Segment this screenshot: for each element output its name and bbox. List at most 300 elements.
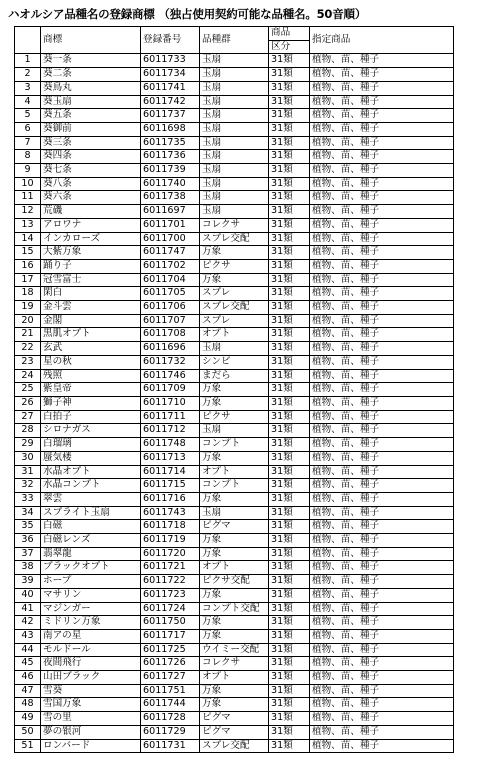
cell-group: 玉扇 bbox=[200, 191, 269, 205]
cell-class: 31類 bbox=[269, 616, 310, 630]
cell-number: 22 bbox=[15, 342, 41, 356]
table-row bbox=[15, 438, 454, 452]
table-row bbox=[15, 150, 454, 164]
header-mark: 商標 bbox=[41, 27, 141, 54]
cell-goods: 植物、苗、種子 bbox=[310, 684, 454, 698]
cell-goods: 植物、苗、種子 bbox=[310, 657, 454, 671]
cell-group: まだら bbox=[200, 369, 269, 383]
cell-mark: 葵二条 bbox=[41, 68, 141, 82]
cell-group: ピクサ bbox=[200, 410, 269, 424]
table-row bbox=[15, 136, 454, 150]
cell-goods: 植物、苗、種子 bbox=[310, 109, 454, 123]
cell-class: 31類 bbox=[269, 328, 310, 342]
cell-mark: 蜃気楼 bbox=[41, 451, 141, 465]
cell-mark: モルドール bbox=[41, 643, 141, 657]
cell-class: 31類 bbox=[269, 205, 310, 219]
cell-number: 30 bbox=[15, 451, 41, 465]
table-row bbox=[15, 205, 454, 219]
cell-number: 19 bbox=[15, 301, 41, 315]
table-row bbox=[15, 712, 454, 726]
table-row bbox=[15, 671, 454, 685]
cell-class: 31類 bbox=[269, 218, 310, 232]
cell-mark: 雪葵 bbox=[41, 684, 141, 698]
cell-number: 9 bbox=[15, 164, 41, 178]
cell-reg-no: 6011719 bbox=[141, 534, 200, 548]
table-row bbox=[15, 657, 454, 671]
cell-number: 12 bbox=[15, 205, 41, 219]
cell-class: 31類 bbox=[269, 657, 310, 671]
cell-reg-no: 6011727 bbox=[141, 671, 200, 685]
cell-class: 31類 bbox=[269, 191, 310, 205]
cell-mark: 大紫万象 bbox=[41, 246, 141, 260]
table-row bbox=[15, 287, 454, 301]
cell-group: ピグマ bbox=[200, 520, 269, 534]
cell-number: 2 bbox=[15, 68, 41, 82]
table-row bbox=[15, 739, 454, 753]
cell-goods: 植物、苗、種子 bbox=[310, 177, 454, 191]
header-group: 品種群 bbox=[200, 27, 269, 54]
cell-class: 31類 bbox=[269, 438, 310, 452]
cell-reg-no: 6011742 bbox=[141, 95, 200, 109]
cell-group: コンプト交配 bbox=[200, 602, 269, 616]
cell-goods: 植物、苗、種子 bbox=[310, 314, 454, 328]
cell-reg-no: 6011715 bbox=[141, 479, 200, 493]
table-row bbox=[15, 177, 454, 191]
cell-goods: 植物、苗、種子 bbox=[310, 534, 454, 548]
cell-class: 31類 bbox=[269, 698, 310, 712]
cell-mark: 葵四条 bbox=[41, 150, 141, 164]
cell-reg-no: 6011741 bbox=[141, 81, 200, 95]
cell-goods: 植物、苗、種子 bbox=[310, 54, 454, 68]
cell-goods: 植物、苗、種子 bbox=[310, 725, 454, 739]
cell-group: 万象 bbox=[200, 698, 269, 712]
cell-number: 8 bbox=[15, 150, 41, 164]
cell-goods: 植物、苗、種子 bbox=[310, 369, 454, 383]
cell-class: 31類 bbox=[269, 150, 310, 164]
cell-goods: 植物、苗、種子 bbox=[310, 205, 454, 219]
cell-class: 31類 bbox=[269, 671, 310, 685]
cell-reg-no: 6011746 bbox=[141, 369, 200, 383]
table-row bbox=[15, 520, 454, 534]
cell-goods: 植物、苗、種子 bbox=[310, 301, 454, 315]
cell-reg-no: 6011738 bbox=[141, 191, 200, 205]
cell-group: 玉扇 bbox=[200, 54, 269, 68]
cell-number: 36 bbox=[15, 534, 41, 548]
table-row bbox=[15, 451, 454, 465]
cell-number: 50 bbox=[15, 725, 41, 739]
cell-mark: 黒肌オプト bbox=[41, 328, 141, 342]
cell-mark: 白拍子 bbox=[41, 410, 141, 424]
header-row bbox=[15, 27, 454, 41]
cell-reg-no: 6011751 bbox=[141, 684, 200, 698]
cell-group: オプト bbox=[200, 328, 269, 342]
cell-mark: マジンガー bbox=[41, 602, 141, 616]
cell-class: 31類 bbox=[269, 465, 310, 479]
cell-reg-no: 6011732 bbox=[141, 355, 200, 369]
cell-group: シンビ bbox=[200, 355, 269, 369]
cell-mark: 雪国万象 bbox=[41, 698, 141, 712]
cell-mark: 獅子神 bbox=[41, 396, 141, 410]
cell-mark: 葵七条 bbox=[41, 164, 141, 178]
cell-class: 31類 bbox=[269, 629, 310, 643]
table-row bbox=[15, 506, 454, 520]
table-row bbox=[15, 191, 454, 205]
cell-mark: アロワナ bbox=[41, 218, 141, 232]
cell-class: 31類 bbox=[269, 410, 310, 424]
cell-reg-no: 6011724 bbox=[141, 602, 200, 616]
cell-number: 33 bbox=[15, 492, 41, 506]
cell-goods: 植物、苗、種子 bbox=[310, 602, 454, 616]
cell-mark: 星の秋 bbox=[41, 355, 141, 369]
cell-goods: 植物、苗、種子 bbox=[310, 492, 454, 506]
cell-goods: 植物、苗、種子 bbox=[310, 355, 454, 369]
table-row bbox=[15, 259, 454, 273]
cell-mark: 閑白 bbox=[41, 287, 141, 301]
cell-group: 万象 bbox=[200, 492, 269, 506]
cell-class: 31類 bbox=[269, 342, 310, 356]
cell-class: 31類 bbox=[269, 684, 310, 698]
cell-number: 15 bbox=[15, 246, 41, 260]
cell-group: 玉扇 bbox=[200, 424, 269, 438]
cell-goods: 植物、苗、種子 bbox=[310, 629, 454, 643]
cell-reg-no: 6011750 bbox=[141, 616, 200, 630]
cell-mark: インカローズ bbox=[41, 232, 141, 246]
table-row bbox=[15, 465, 454, 479]
table-row bbox=[15, 109, 454, 123]
cell-group: 玉扇 bbox=[200, 109, 269, 123]
cell-mark: 雪の里 bbox=[41, 712, 141, 726]
cell-reg-no: 6011733 bbox=[141, 54, 200, 68]
cell-mark: 水晶コンプト bbox=[41, 479, 141, 493]
cell-mark: 葵鳥丸 bbox=[41, 81, 141, 95]
cell-number: 42 bbox=[15, 616, 41, 630]
cell-reg-no: 6011706 bbox=[141, 301, 200, 315]
cell-group: スプレ bbox=[200, 314, 269, 328]
table-row bbox=[15, 218, 454, 232]
cell-reg-no: 6011728 bbox=[141, 712, 200, 726]
cell-mark: ミドリン万象 bbox=[41, 616, 141, 630]
cell-mark: ブラックオプト bbox=[41, 561, 141, 575]
cell-mark: 葵三条 bbox=[41, 136, 141, 150]
cell-group: ピグマ bbox=[200, 712, 269, 726]
cell-mark: 山田ブラック bbox=[41, 671, 141, 685]
cell-number: 46 bbox=[15, 671, 41, 685]
cell-number: 10 bbox=[15, 177, 41, 191]
cell-group: 玉扇 bbox=[200, 95, 269, 109]
cell-goods: 植物、苗、種子 bbox=[310, 273, 454, 287]
cell-goods: 植物、苗、種子 bbox=[310, 232, 454, 246]
cell-mark: 白瑠璃 bbox=[41, 438, 141, 452]
cell-mark: 玄武 bbox=[41, 342, 141, 356]
cell-group: 万象 bbox=[200, 616, 269, 630]
cell-mark: 白磁レンズ bbox=[41, 534, 141, 548]
cell-reg-no: 6011702 bbox=[141, 259, 200, 273]
cell-group: コンプト bbox=[200, 479, 269, 493]
cell-group: 玉扇 bbox=[200, 164, 269, 178]
cell-goods: 植物、苗、種子 bbox=[310, 451, 454, 465]
cell-reg-no: 6011735 bbox=[141, 136, 200, 150]
cell-goods: 植物、苗、種子 bbox=[310, 68, 454, 82]
cell-group: 玉扇 bbox=[200, 150, 269, 164]
cell-number: 11 bbox=[15, 191, 41, 205]
cell-number: 51 bbox=[15, 739, 41, 753]
cell-reg-no: 6011731 bbox=[141, 739, 200, 753]
cell-reg-no: 6011736 bbox=[141, 150, 200, 164]
cell-reg-no: 6011737 bbox=[141, 109, 200, 123]
cell-class: 31類 bbox=[269, 246, 310, 260]
cell-reg-no: 6011740 bbox=[141, 177, 200, 191]
cell-class: 31類 bbox=[269, 424, 310, 438]
table-row bbox=[15, 301, 454, 315]
cell-class: 31類 bbox=[269, 725, 310, 739]
cell-mark: 葵御前 bbox=[41, 122, 141, 136]
table-row bbox=[15, 246, 454, 260]
cell-group: コンプト bbox=[200, 438, 269, 452]
cell-class: 31類 bbox=[269, 506, 310, 520]
cell-group: 万象 bbox=[200, 451, 269, 465]
cell-goods: 植物、苗、種子 bbox=[310, 616, 454, 630]
cell-mark: 冠雪富士 bbox=[41, 273, 141, 287]
table-row bbox=[15, 588, 454, 602]
cell-goods: 植物、苗、種子 bbox=[310, 712, 454, 726]
header-class-line2: 区分 bbox=[269, 40, 310, 54]
cell-mark: 水晶オプト bbox=[41, 465, 141, 479]
cell-number: 24 bbox=[15, 369, 41, 383]
cell-reg-no: 6011704 bbox=[141, 273, 200, 287]
cell-class: 31類 bbox=[269, 492, 310, 506]
table-row bbox=[15, 328, 454, 342]
table-row bbox=[15, 396, 454, 410]
cell-class: 31類 bbox=[269, 602, 310, 616]
cell-mark: 葵六条 bbox=[41, 191, 141, 205]
cell-mark: ホープ bbox=[41, 575, 141, 589]
cell-class: 31類 bbox=[269, 479, 310, 493]
table-row bbox=[15, 410, 454, 424]
cell-number: 47 bbox=[15, 684, 41, 698]
cell-number: 35 bbox=[15, 520, 41, 534]
cell-group: 玉扇 bbox=[200, 122, 269, 136]
cell-goods: 植物、苗、種子 bbox=[310, 643, 454, 657]
cell-class: 31類 bbox=[269, 301, 310, 315]
cell-number: 34 bbox=[15, 506, 41, 520]
cell-number: 44 bbox=[15, 643, 41, 657]
cell-goods: 植物、苗、種子 bbox=[310, 396, 454, 410]
cell-group: 玉扇 bbox=[200, 68, 269, 82]
cell-group: 玉扇 bbox=[200, 136, 269, 150]
cell-number: 41 bbox=[15, 602, 41, 616]
cell-class: 31類 bbox=[269, 451, 310, 465]
cell-mark: 金閣 bbox=[41, 314, 141, 328]
table-row bbox=[15, 643, 454, 657]
cell-reg-no: 6011712 bbox=[141, 424, 200, 438]
table-row bbox=[15, 575, 454, 589]
cell-goods: 植物、苗、種子 bbox=[310, 465, 454, 479]
table-row bbox=[15, 479, 454, 493]
cell-reg-no: 6011705 bbox=[141, 287, 200, 301]
cell-mark: マサリン bbox=[41, 588, 141, 602]
cell-class: 31類 bbox=[269, 109, 310, 123]
header-number bbox=[15, 27, 41, 54]
table-row bbox=[15, 534, 454, 548]
cell-mark: スプライト玉扇 bbox=[41, 506, 141, 520]
cell-goods: 植物、苗、種子 bbox=[310, 438, 454, 452]
cell-mark: シロナガス bbox=[41, 424, 141, 438]
cell-goods: 植物、苗、種子 bbox=[310, 671, 454, 685]
cell-number: 29 bbox=[15, 438, 41, 452]
cell-number: 3 bbox=[15, 81, 41, 95]
table-row bbox=[15, 616, 454, 630]
cell-class: 31類 bbox=[269, 95, 310, 109]
cell-reg-no: 6011697 bbox=[141, 205, 200, 219]
cell-number: 26 bbox=[15, 396, 41, 410]
cell-group: 万象 bbox=[200, 273, 269, 287]
cell-class: 31類 bbox=[269, 588, 310, 602]
cell-goods: 植物、苗、種子 bbox=[310, 698, 454, 712]
cell-mark: 葵五条 bbox=[41, 109, 141, 123]
cell-number: 13 bbox=[15, 218, 41, 232]
cell-class: 31類 bbox=[269, 739, 310, 753]
cell-number: 43 bbox=[15, 629, 41, 643]
cell-goods: 植物、苗、種子 bbox=[310, 218, 454, 232]
cell-class: 31類 bbox=[269, 54, 310, 68]
header-goods: 指定商品 bbox=[310, 27, 454, 54]
cell-group: 玉扇 bbox=[200, 205, 269, 219]
cell-group: 万象 bbox=[200, 246, 269, 260]
table-row bbox=[15, 383, 454, 397]
cell-group: 万象 bbox=[200, 684, 269, 698]
table-row bbox=[15, 273, 454, 287]
cell-number: 31 bbox=[15, 465, 41, 479]
header-class-line1: 商品 bbox=[269, 27, 310, 41]
cell-goods: 植物、苗、種子 bbox=[310, 136, 454, 150]
cell-number: 28 bbox=[15, 424, 41, 438]
cell-reg-no: 6011716 bbox=[141, 492, 200, 506]
cell-reg-no: 6011717 bbox=[141, 629, 200, 643]
cell-reg-no: 6011720 bbox=[141, 547, 200, 561]
page-title: ハオルシア品種名の登録商標 （独占使用契約可能な品種名。50音順） bbox=[8, 7, 367, 21]
cell-class: 31類 bbox=[269, 561, 310, 575]
cell-mark: 南アの星 bbox=[41, 629, 141, 643]
cell-reg-no: 6011700 bbox=[141, 232, 200, 246]
header-reg-no: 登録番号 bbox=[141, 27, 200, 54]
cell-number: 45 bbox=[15, 657, 41, 671]
cell-reg-no: 6011748 bbox=[141, 438, 200, 452]
cell-reg-no: 6011707 bbox=[141, 314, 200, 328]
cell-goods: 植物、苗、種子 bbox=[310, 561, 454, 575]
cell-reg-no: 6011696 bbox=[141, 342, 200, 356]
cell-number: 32 bbox=[15, 479, 41, 493]
cell-goods: 植物、苗、種子 bbox=[310, 739, 454, 753]
cell-goods: 植物、苗、種子 bbox=[310, 575, 454, 589]
table-row bbox=[15, 684, 454, 698]
cell-goods: 植物、苗、種子 bbox=[310, 328, 454, 342]
cell-goods: 植物、苗、種子 bbox=[310, 150, 454, 164]
cell-number: 39 bbox=[15, 575, 41, 589]
table-row bbox=[15, 95, 454, 109]
cell-group: 万象 bbox=[200, 383, 269, 397]
cell-group: 玉扇 bbox=[200, 342, 269, 356]
cell-mark: 踊り子 bbox=[41, 259, 141, 273]
cell-reg-no: 6011708 bbox=[141, 328, 200, 342]
cell-mark: 葵八条 bbox=[41, 177, 141, 191]
table-row bbox=[15, 355, 454, 369]
table-row bbox=[15, 369, 454, 383]
cell-group: ウイミー交配 bbox=[200, 643, 269, 657]
cell-group: 玉扇 bbox=[200, 177, 269, 191]
cell-reg-no: 6011713 bbox=[141, 451, 200, 465]
cell-group: スプレ交配 bbox=[200, 232, 269, 246]
cell-number: 1 bbox=[15, 54, 41, 68]
table-row bbox=[15, 122, 454, 136]
cell-group: 万象 bbox=[200, 588, 269, 602]
cell-number: 27 bbox=[15, 410, 41, 424]
cell-class: 31類 bbox=[269, 287, 310, 301]
cell-goods: 植物、苗、種子 bbox=[310, 588, 454, 602]
cell-goods: 植物、苗、種子 bbox=[310, 479, 454, 493]
cell-reg-no: 6011744 bbox=[141, 698, 200, 712]
cell-number: 17 bbox=[15, 273, 41, 287]
table-row bbox=[15, 68, 454, 82]
cell-reg-no: 6011722 bbox=[141, 575, 200, 589]
cell-class: 31類 bbox=[269, 355, 310, 369]
cell-group: 万象 bbox=[200, 534, 269, 548]
cell-group: オプト bbox=[200, 465, 269, 479]
cell-class: 31類 bbox=[269, 314, 310, 328]
cell-class: 31類 bbox=[269, 534, 310, 548]
cell-goods: 植物、苗、種子 bbox=[310, 506, 454, 520]
cell-goods: 植物、苗、種子 bbox=[310, 95, 454, 109]
cell-number: 16 bbox=[15, 259, 41, 273]
cell-class: 31類 bbox=[269, 177, 310, 191]
table-row bbox=[15, 698, 454, 712]
cell-group: ピクサ bbox=[200, 259, 269, 273]
cell-reg-no: 6011701 bbox=[141, 218, 200, 232]
cell-mark: 葵玉扇 bbox=[41, 95, 141, 109]
cell-goods: 植物、苗、種子 bbox=[310, 520, 454, 534]
cell-mark: 紫皇帝 bbox=[41, 383, 141, 397]
cell-goods: 植物、苗、種子 bbox=[310, 383, 454, 397]
cell-class: 31類 bbox=[269, 396, 310, 410]
table-row bbox=[15, 492, 454, 506]
cell-group: 万象 bbox=[200, 547, 269, 561]
cell-reg-no: 6011725 bbox=[141, 643, 200, 657]
cell-number: 4 bbox=[15, 95, 41, 109]
table-row bbox=[15, 602, 454, 616]
cell-goods: 植物、苗、種子 bbox=[310, 246, 454, 260]
cell-group: スプレ交配 bbox=[200, 301, 269, 315]
cell-number: 23 bbox=[15, 355, 41, 369]
table-row bbox=[15, 232, 454, 246]
cell-group: 玉扇 bbox=[200, 81, 269, 95]
cell-number: 49 bbox=[15, 712, 41, 726]
table-row bbox=[15, 725, 454, 739]
cell-class: 31類 bbox=[269, 520, 310, 534]
cell-class: 31類 bbox=[269, 136, 310, 150]
cell-reg-no: 6011729 bbox=[141, 725, 200, 739]
cell-reg-no: 6011714 bbox=[141, 465, 200, 479]
cell-class: 31類 bbox=[269, 643, 310, 657]
cell-group: 万象 bbox=[200, 629, 269, 643]
cell-class: 31類 bbox=[269, 122, 310, 136]
cell-class: 31類 bbox=[269, 575, 310, 589]
trademark-table bbox=[14, 26, 454, 753]
table-row bbox=[15, 314, 454, 328]
cell-goods: 植物、苗、種子 bbox=[310, 287, 454, 301]
cell-goods: 植物、苗、種子 bbox=[310, 122, 454, 136]
cell-group: 玉扇 bbox=[200, 506, 269, 520]
cell-mark: 葵一条 bbox=[41, 54, 141, 68]
table-row bbox=[15, 547, 454, 561]
